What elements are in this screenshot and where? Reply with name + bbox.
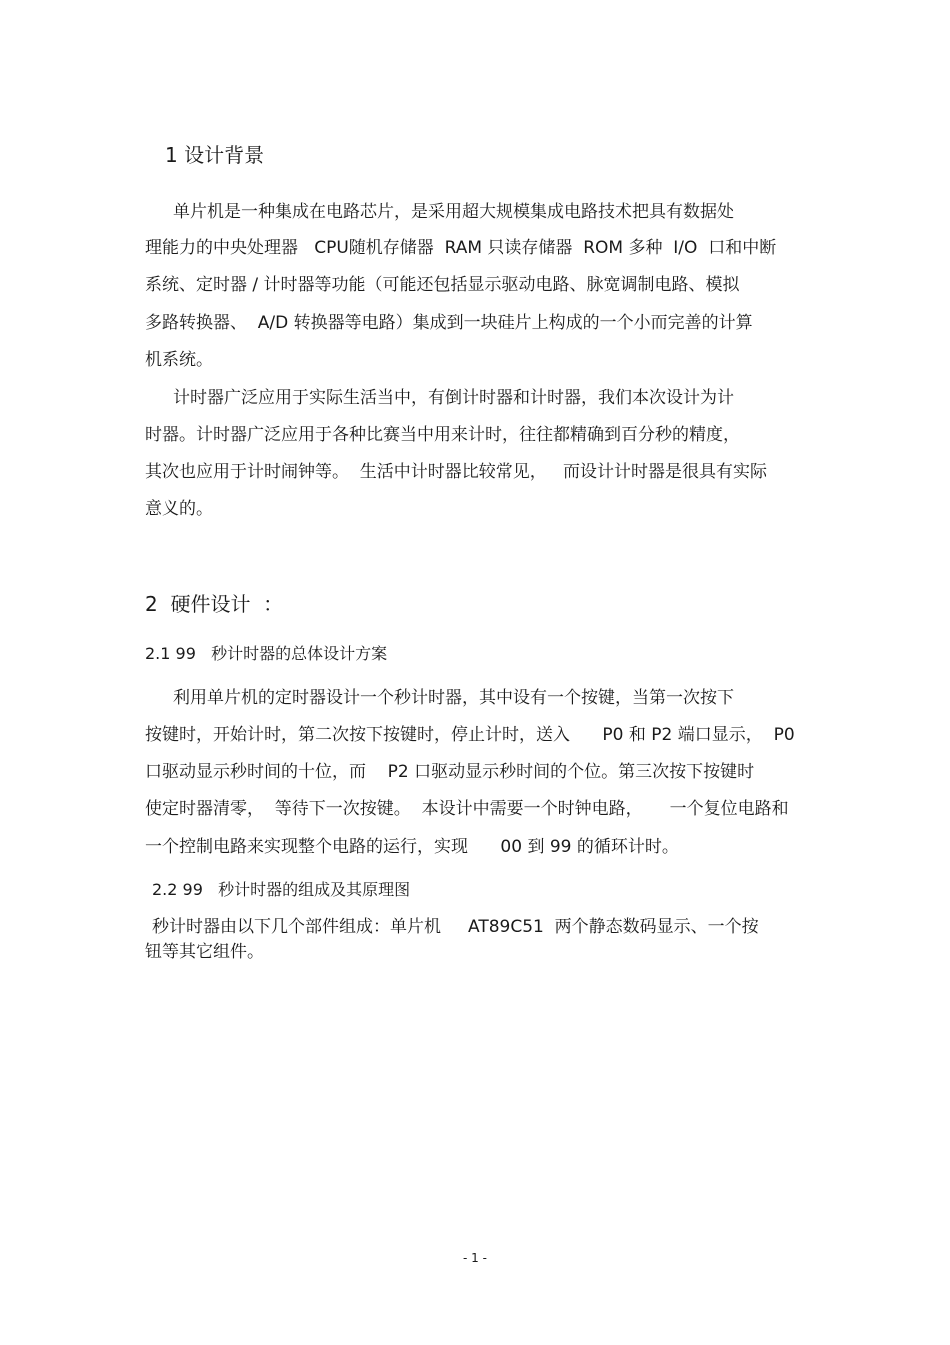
paragraph-line: 一个控制电路来实现整个电路的运行，实现 00 到 99 的循环计时。 — [145, 837, 679, 857]
subsection-heading-2-2: 2.2 99 秒计时器的组成及其原理图 — [152, 880, 411, 899]
paragraph-line: 单片机是一种集成在电路芯片，是采用超大规模集成电路技术把具有数据处 — [173, 202, 734, 222]
page-number: - 1 - — [463, 1251, 487, 1265]
paragraph-line: 机系统。 — [145, 350, 213, 370]
section-heading-2: 2 硬件设计 ： — [145, 592, 284, 616]
paragraph-line: 理能力的中央处理器 CPU随机存储器 RAM 只读存储器 ROM 多种 I/O 口和中断 — [145, 238, 777, 258]
paragraph-line: 秒计时器由以下几个部件组成：单片机 AT89C51 两个静态数码显示、一个按 — [152, 917, 759, 937]
subsection-heading-2-1: 2.1 99 秒计时器的总体设计方案 — [145, 644, 388, 663]
paragraph-line: 使定时器清零， 等待下一次按键。 本设计中需要一个时钟电路， 一个复位电路和 — [145, 799, 789, 819]
paragraph-line: 其次也应用于计时闹钟等。 生活中计时器比较常见， 而设计计时器是很具有实际 — [145, 462, 768, 482]
paragraph-line: 意义的。 — [145, 499, 213, 519]
paragraph-line: 钮等其它组件。 — [145, 942, 264, 962]
paragraph-line: 按键时，开始计时，第二次按下按键时，停止计时，送入 P0 和 P2 端口显示， P0 — [145, 725, 795, 745]
paragraph-line: 计时器广泛应用于实际生活当中，有倒计时器和计时器，我们本次设计为计 — [173, 388, 734, 408]
paragraph-line: 多路转换器、 A/D 转换器等电路）集成到一块硅片上构成的一个小而完善的计算 — [145, 313, 753, 333]
paragraph-line: 利用单片机的定时器设计一个秒计时器，其中设有一个按键，当第一次按下 — [173, 688, 734, 708]
paragraph-line: 时器。计时器广泛应用于各种比赛当中用来计时，往往都精确到百分秒的精度， — [145, 425, 740, 445]
section-heading-1: 1 设计背景 — [165, 143, 265, 167]
paragraph-line: 系统、定时器 / 计时器等功能（可能还包括显示驱动电路、脉宽调制电路、模拟 — [145, 275, 740, 295]
paragraph-line: 口驱动显示秒时间的十位，而 P2 口驱动显示秒时间的个位。第三次按下按键时 — [145, 762, 755, 782]
